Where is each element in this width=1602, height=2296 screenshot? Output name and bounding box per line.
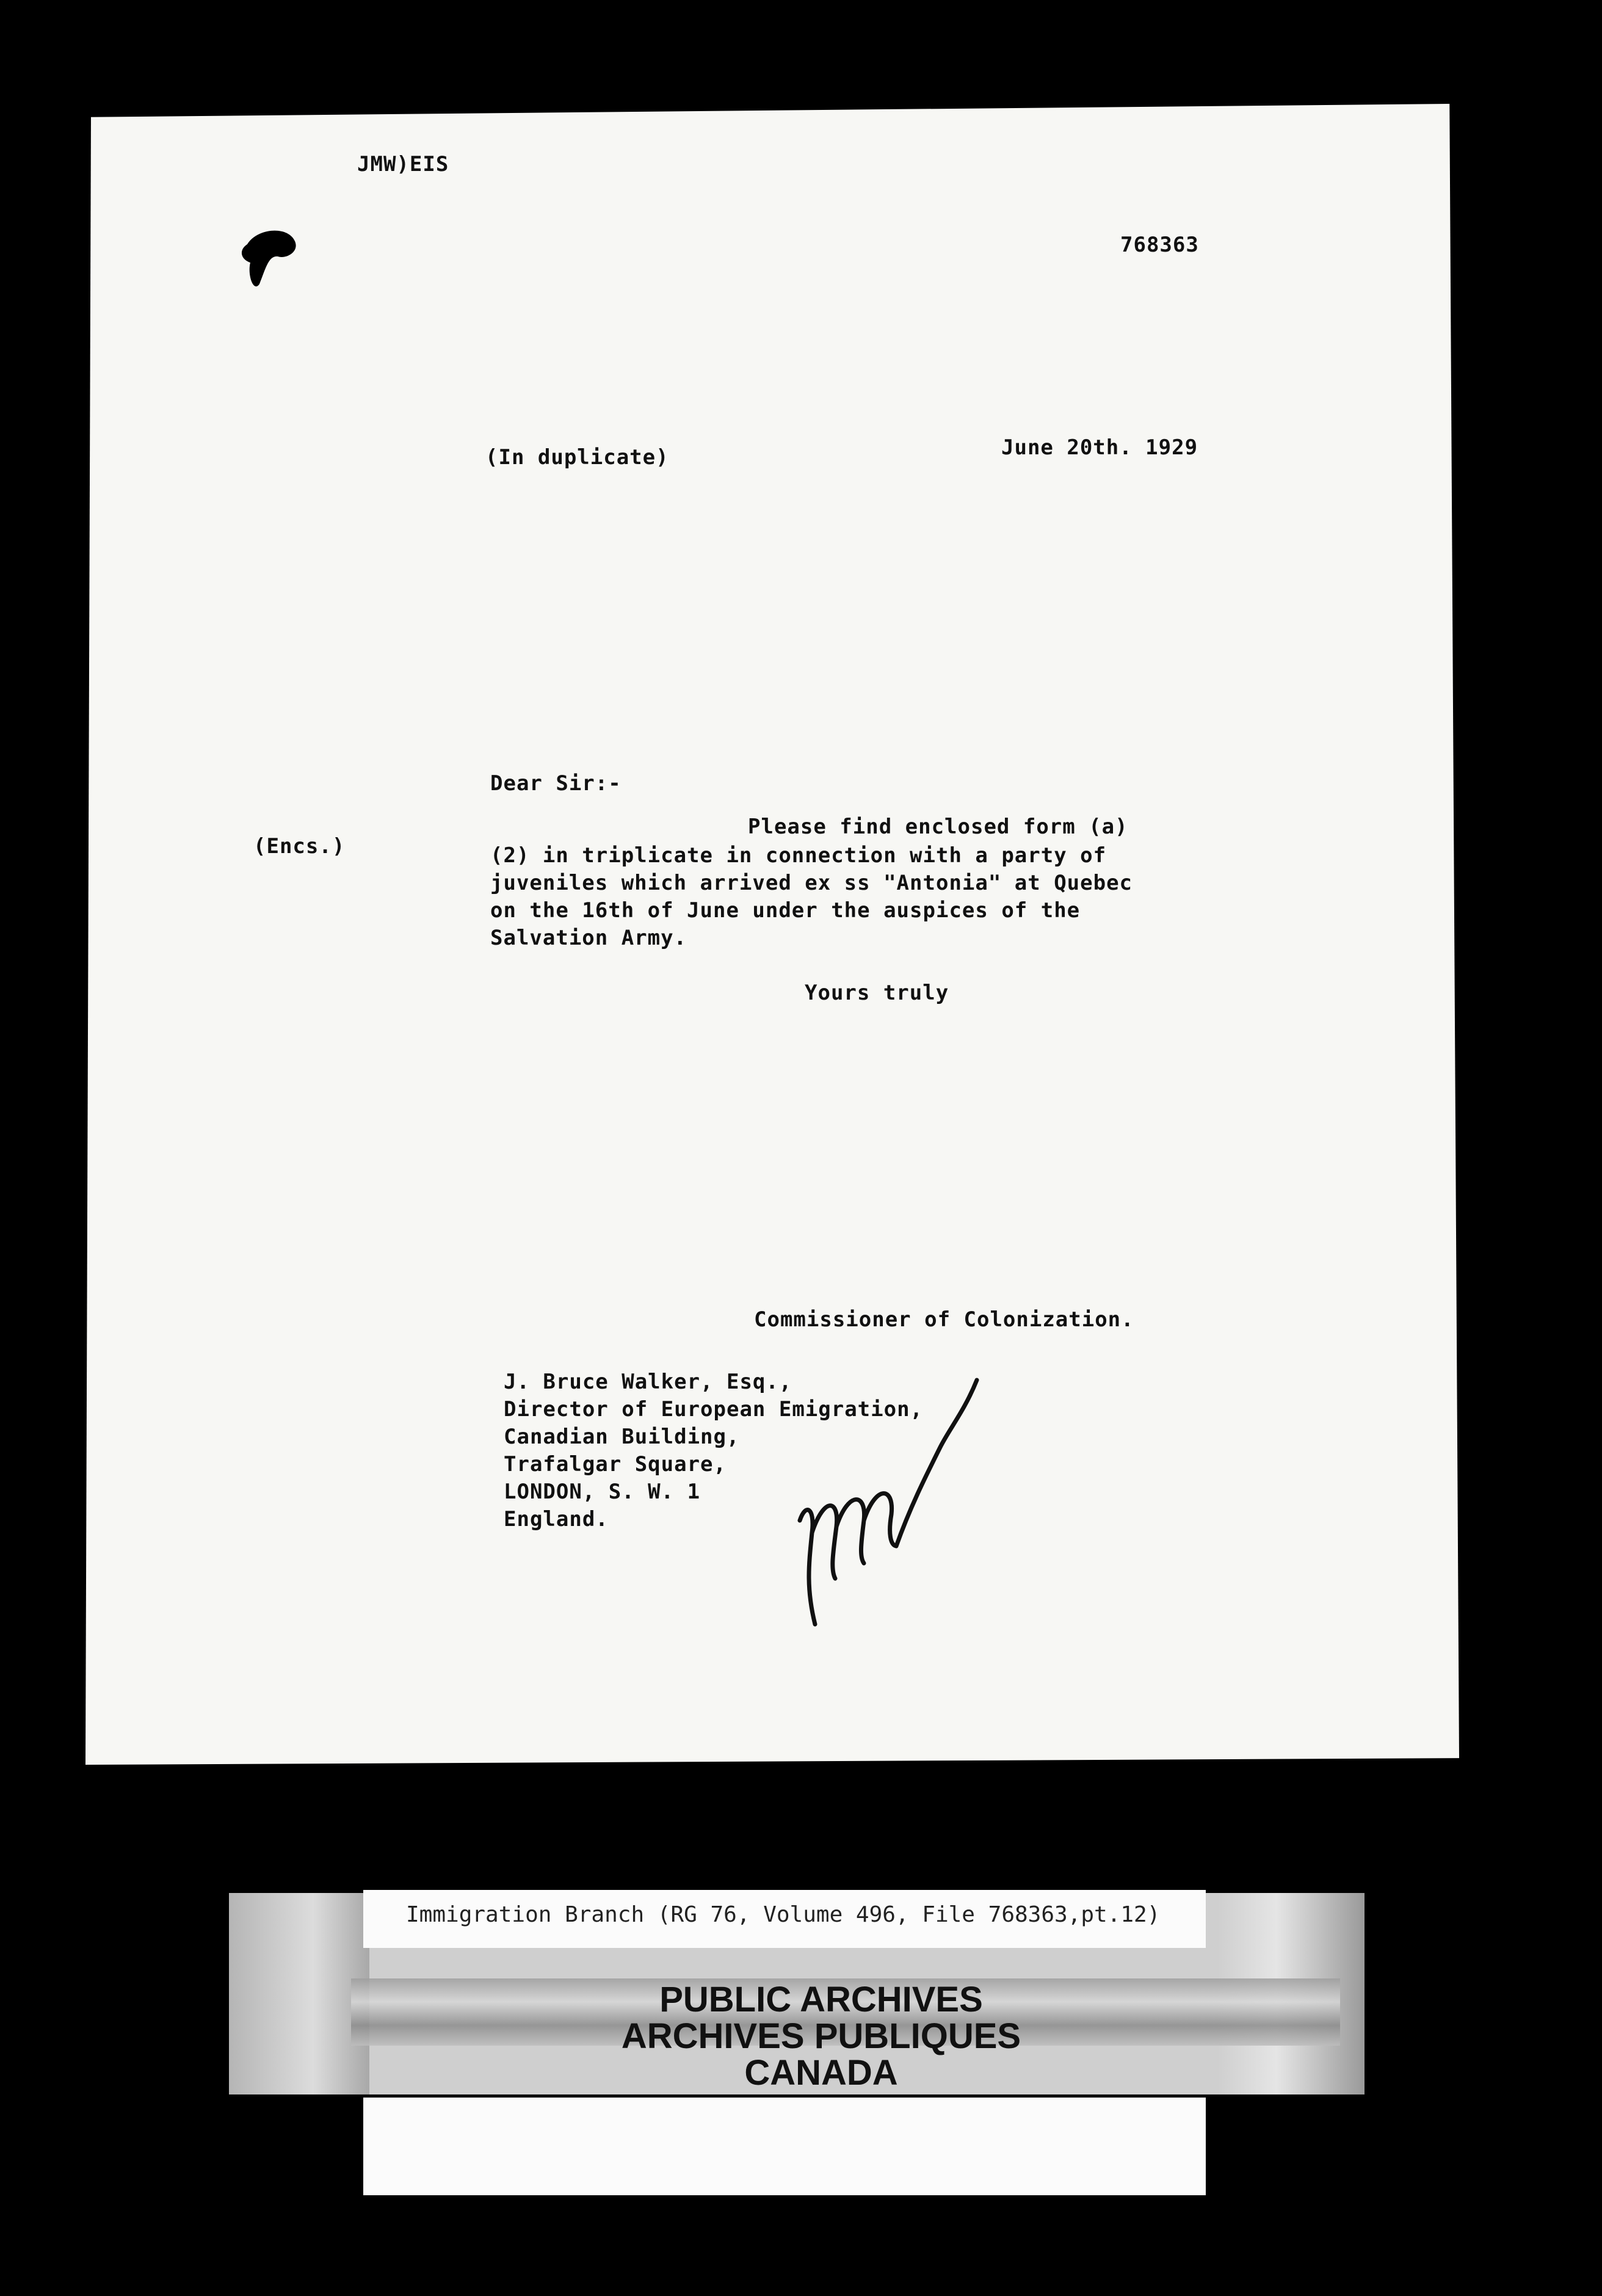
file-caption: Immigration Branch (RG 76, Volume 496, File 768363,pt.12) [406, 1902, 1161, 1927]
body-line: juveniles which arrived ex ss "Antonia" at Quebec [490, 871, 1133, 895]
salutation: Dear Sir:- [490, 771, 622, 796]
file-number: 768363 [1120, 233, 1199, 257]
blank-slip [363, 2098, 1206, 2195]
body-line: Please find enclosed form (a) [748, 815, 1128, 839]
file-reference-slip [363, 1890, 1206, 1948]
body-line: Salvation Army. [490, 926, 687, 950]
letter-sheet [85, 104, 1459, 1765]
letter-date: June 20th. 1929 [1001, 435, 1198, 460]
address-line: LONDON, S. W. 1 [504, 1480, 701, 1504]
address-line: England. [504, 1507, 609, 1531]
body-line: (2) in triplicate in connection with a party of [490, 843, 1107, 868]
address-line: Canadian Building, [504, 1425, 740, 1449]
signatory-title: Commissioner of Colonization. [754, 1307, 1134, 1332]
reference-initials: JMW)EIS [357, 152, 449, 176]
stamp-line: ARCHIVES PUBLIQUES [621, 2016, 1021, 2056]
public-archives-stamp [559, 1982, 1084, 2091]
closing: Yours truly [805, 981, 949, 1005]
ink-blot-mark [235, 226, 302, 293]
stamp-line: CANADA [744, 2053, 898, 2093]
enclosure-note: (Encs.) [253, 834, 346, 859]
handwritten-initials [788, 1368, 989, 1637]
stamp-line: PUBLIC ARCHIVES [659, 1980, 983, 2019]
address-line: J. Bruce Walker, Esq., [504, 1370, 792, 1394]
body-line: on the 16th of June under the auspices of the [490, 898, 1081, 923]
duplicate-note: (In duplicate) [485, 445, 669, 470]
address-line: Director of European Emigration, [504, 1397, 924, 1422]
address-line: Trafalgar Square, [504, 1452, 727, 1477]
